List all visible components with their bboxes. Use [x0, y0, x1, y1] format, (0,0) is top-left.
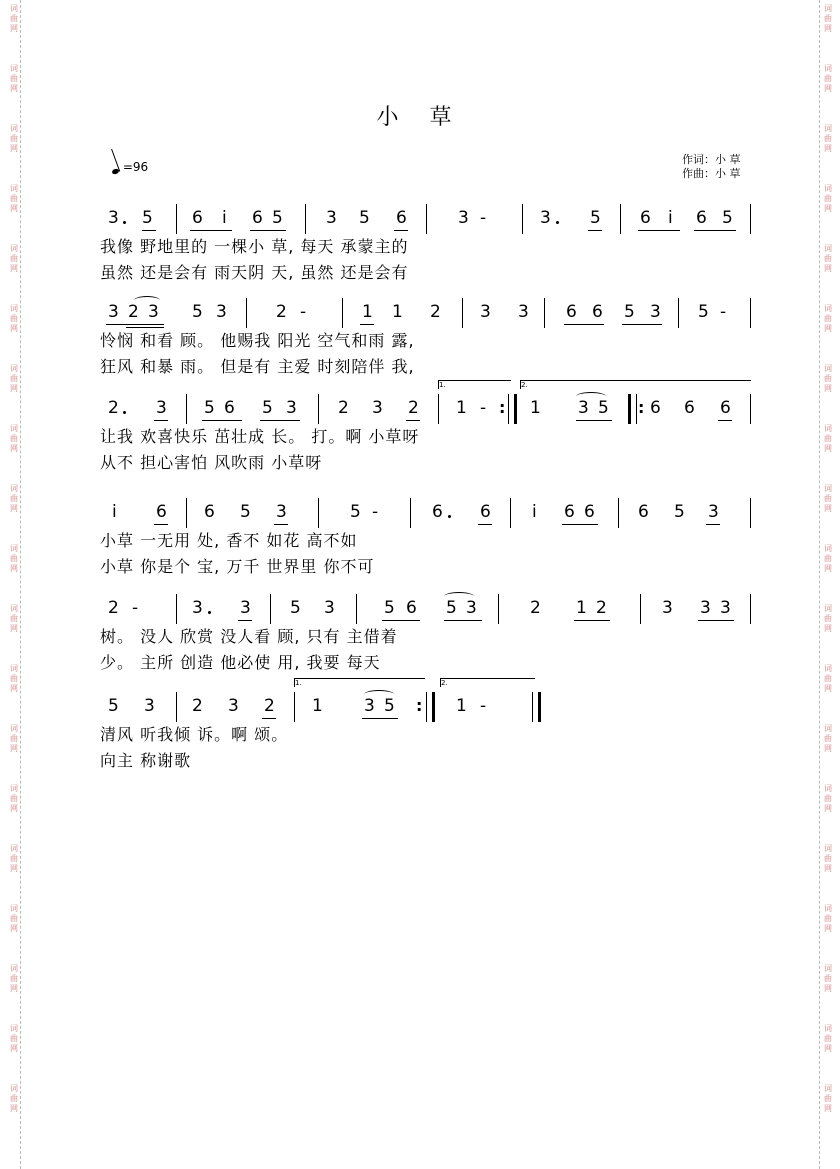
- lyrics-verse2-line-3: 从不 担心害怕 风吹雨 小草呀: [100, 453, 323, 472]
- watermark-stamp: 词 曲 网: [824, 424, 832, 453]
- score-line-1: 3 5 6 i 6 5 3 5 6 3 - 3 5 6 i 6 5 我像 野地里的 一棵小 草, 每天 承蒙主的 虽然 还是会有 雨天阴 天, 虽然 还是会有: [100, 204, 760, 284]
- lyrics-verse2-line-2: 狂风 和暴 雨。 但是有 主爱 时刻陪伴 我,: [100, 357, 415, 376]
- lyrics-verse1-line-1: 我像 野地里的 一棵小 草, 每天 承蒙主的: [100, 237, 409, 256]
- lyrics-verse2-line-5: 少。 主所 创造 他必使 用, 我要 每天: [100, 653, 381, 672]
- watermark-stamp: 词 曲 网: [10, 424, 18, 453]
- song-title: 小 草: [376, 105, 464, 130]
- lyrics-verse2-line-6: 向主 称谢歌: [100, 751, 192, 770]
- watermark-stamp: 词 曲 网: [10, 604, 18, 633]
- lyrics-verse1-line-4: 小草 一无用 处, 香不 如花 高不如: [100, 531, 358, 550]
- lyricist-credit: 作词：小 草: [682, 153, 741, 166]
- watermark-stamp: 词 曲 网: [10, 304, 18, 333]
- watermark-stamp: 词 曲 网: [824, 4, 832, 33]
- watermark-stamp: 词 曲 网: [824, 1024, 832, 1053]
- volta-1-final: 1.: [294, 678, 425, 687]
- score-line-2: 3 2 3 5 3 2 - 1 1 2 3 3 6 6 5 3 5 - 怜悯 和看 顾。 他赐我 阳光 空气和雨 露, 狂风 和暴 雨。 但是有 主爱 时刻陪伴 我,: [100, 298, 760, 378]
- watermark-stamp: 词 曲 网: [10, 484, 18, 513]
- watermark-stamp: 词 曲 网: [10, 124, 18, 153]
- quarter-note-icon: [111, 168, 119, 175]
- watermark-stamp: 词 曲 网: [824, 64, 832, 93]
- watermark-stamp: 词 曲 网: [824, 964, 832, 993]
- watermark-stamp: 词 曲 网: [824, 784, 832, 813]
- watermark-stamp: 词 曲 网: [10, 184, 18, 213]
- watermark-stamp: 词 曲 网: [10, 784, 18, 813]
- tempo-marking: [112, 160, 148, 174]
- watermark-stamp: 词 曲 网: [10, 664, 18, 693]
- watermark-stamp: 词 曲 网: [824, 484, 832, 513]
- watermark-stamp: 词 曲 网: [824, 844, 832, 873]
- watermark-stamp: 词 曲 网: [824, 664, 832, 693]
- watermark-stamp: 词 曲 网: [10, 904, 18, 933]
- watermark-stamp: 词 曲 网: [10, 964, 18, 993]
- watermark-stamp: 词 曲 网: [824, 544, 832, 573]
- watermark-stamp: 词 曲 网: [10, 724, 18, 753]
- watermark-stamp: 词 曲 网: [824, 724, 832, 753]
- score-line-5: 2 - 3 3 5 3 5 6 5 3 2 1 2 3 3 3 树。 没人 欣赏 没人看 顾, 只有 主借着 少。 主所 创造 他必使 用, 我要 每天: [100, 594, 760, 674]
- volta-1: 1.: [438, 380, 511, 389]
- credits: [682, 153, 741, 181]
- watermark-stamp: 词 曲 网: [10, 544, 18, 573]
- volta-2-final: 2.: [440, 678, 535, 687]
- watermark-stamp: 词 曲 网: [824, 304, 832, 333]
- watermark-stamp: 词 曲 网: [824, 184, 832, 213]
- watermark-stamp: 词 曲 网: [10, 1024, 18, 1053]
- watermark-stamp: 词 曲 网: [10, 844, 18, 873]
- watermark-stamp: 词 曲 网: [10, 244, 18, 273]
- watermark-stamp: 词 曲 网: [10, 364, 18, 393]
- lyrics-verse1-line-2: 怜悯 和看 顾。 他赐我 阳光 空气和雨 露,: [100, 331, 415, 350]
- watermark-stamp: 词 曲 网: [10, 1084, 18, 1113]
- watermark-stamp: 词 曲 网: [824, 604, 832, 633]
- watermark-stamp: 词 曲 网: [824, 904, 832, 933]
- composer-credit: 作曲：小 草: [682, 167, 741, 180]
- score-line-3: 1. 2. 2 3 5 6 5 3 2 3 2 1 - 1 3 5 6 6 6 : : 让我 欢喜快乐 茁壮成 长。 打。啊 小草呀 从不 担心害怕 风吹雨 小草呀: [100, 394, 760, 474]
- lyrics-verse1-line-6: 清风 听我倾 诉。啊 颂。: [100, 725, 289, 744]
- watermark-stamp: 词 曲 网: [824, 1084, 832, 1113]
- volta-2: 2.: [520, 380, 751, 389]
- watermark-stamp: 词 曲 网: [824, 244, 832, 273]
- watermark-stamp: 词 曲 网: [10, 64, 18, 93]
- score-line-4: i 6 6 5 3 5 - 6 6 i 6 6 6 5 3 小草 一无用 处, 香不 如花 高不如 小草 你是个 宝, 万千 世界里 你不可: [100, 498, 760, 578]
- tempo-value: =96: [122, 160, 149, 174]
- lyrics-verse1-line-3: 让我 欢喜快乐 茁壮成 长。 打。啊 小草呀: [100, 427, 420, 446]
- lyrics-verse2-line-4: 小草 你是个 宝, 万千 世界里 你不可: [100, 557, 375, 576]
- lyrics-verse2-line-1: 虽然 还是会有 雨天阴 天, 虽然 还是会有: [100, 263, 409, 282]
- score-line-6: 1. 2. 5 3 2 3 2 1 3 5 1 - : 清风 听我倾 诉。啊 颂。 向主 称谢歌: [100, 692, 760, 772]
- watermark-stamp: 词 曲 网: [824, 364, 832, 393]
- watermark-stamp: 词 曲 网: [10, 4, 18, 33]
- lyrics-verse1-line-5: 树。 没人 欣赏 没人看 顾, 只有 主借着: [100, 627, 398, 646]
- watermark-stamp: 词 曲 网: [824, 124, 832, 153]
